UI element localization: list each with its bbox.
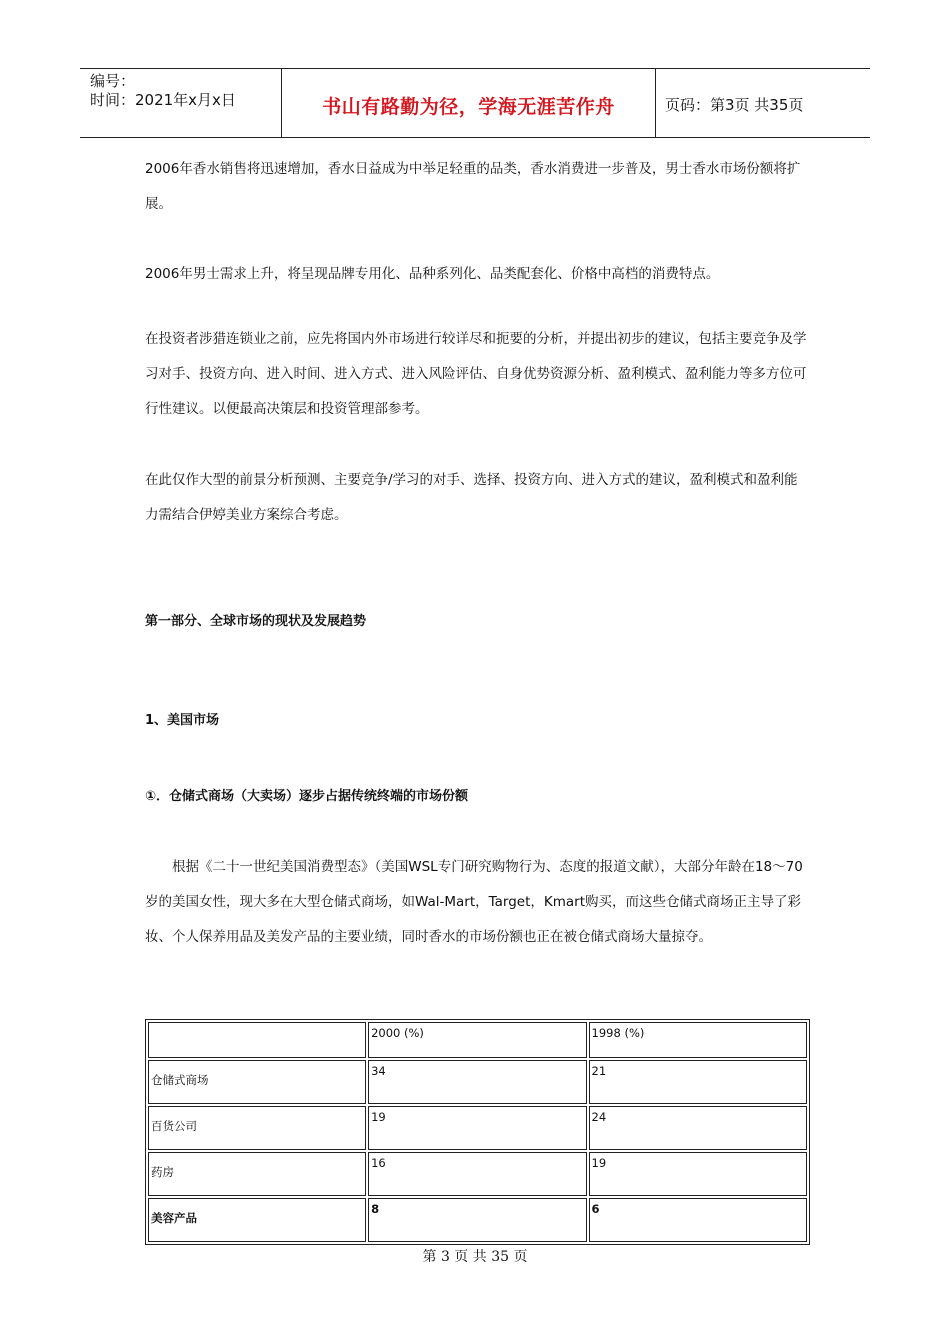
table-cell: 6 <box>589 1198 807 1242</box>
table-cell: 19 <box>589 1152 807 1196</box>
paragraph-men-demand: 2006年男士需求上升，将呈现品牌专用化、品种系列化、品类配套化、价格中高档的消费特点。 <box>145 266 720 282</box>
table-header-cell: 1998 (%) <box>589 1022 807 1058</box>
table-row <box>148 1060 807 1104</box>
table-row <box>148 1198 807 1242</box>
section-heading-us-market: 1、美国市场 <box>145 713 220 728</box>
page-header <box>80 68 870 138</box>
header-meta-cell <box>80 69 282 137</box>
document-number-label: 编号： <box>90 72 136 90</box>
document-date-label: 时间：2021年x月x日 <box>90 91 236 109</box>
table-row-label: 仓储式商场 <box>148 1060 366 1104</box>
page-footer: 第 3 页 共 35 页 <box>422 1249 528 1265</box>
subsection-heading-warehouse: ①．仓储式商场（大卖场）逐步占据传统终端的市场份额 <box>145 789 469 804</box>
table-cell: 21 <box>589 1060 807 1104</box>
table-header-row <box>148 1022 807 1058</box>
table-cell: 34 <box>368 1060 586 1104</box>
header-motto-cell <box>282 69 656 137</box>
paragraph-us-consumer-study: 根据《二十一世纪美国消费型态》（美国WSL专门研究购物行为、态度的报道文献），大部分年龄在18～70岁的美国女性，现大多在大型仓储式商场，如Wal-Mart，Target，Kmart购买，而这些仓储式商场正主导了彩妆、个人保养用品及美发产品的主要业绩，同时香水的市场份额也正在被仓储式商场大量掠夺。 <box>145 859 803 945</box>
table-row <box>148 1152 807 1196</box>
table-cell: 19 <box>368 1106 586 1150</box>
table-header-cell <box>148 1022 366 1058</box>
table-header-cell: 2000 (%) <box>368 1022 586 1058</box>
header-page-cell <box>656 69 870 137</box>
table-row-label: 美容产品 <box>148 1198 366 1242</box>
header-page-code: 页码：第3页 共35页 <box>665 96 804 114</box>
paragraph-forecast-scope: 在此仅作大型的前景分析预测、主要竞争/学习的对手、选择、投资方向、进入方式的建议，盈利模式和盈利能力需结合伊婷美业方案综合考虑。 <box>145 472 798 523</box>
part-heading: 第一部分、全球市场的现状及发展趋势 <box>145 614 367 629</box>
paragraph-investor-analysis: 在投资者涉猎连锁业之前，应先将国内外市场进行较详尽和扼要的分析，并提出初步的建议，包括主要竞争及学习对手、投资方向、进入时间、进入方式、进入风险评估、自身优势资源分析、盈利模式、盈利能力等多方位可行性建议。以便最高决策层和投资管理部参考。 <box>145 331 807 417</box>
market-share-table <box>145 1019 810 1245</box>
table-cell: 16 <box>368 1152 586 1196</box>
table-row-label: 药房 <box>148 1152 366 1196</box>
table-cell: 24 <box>589 1106 807 1150</box>
header-motto: 书山有路勤为径，学海无涯苦作舟 <box>322 96 615 118</box>
table-row-label: 百货公司 <box>148 1106 366 1150</box>
table-cell: 8 <box>368 1198 586 1242</box>
table-row <box>148 1106 807 1150</box>
paragraph-perfume-sales: 2006年香水销售将迅速增加，香水日益成为中举足轻重的品类，香水消费进一步普及，男士香水市场份额将扩展。 <box>145 161 801 212</box>
